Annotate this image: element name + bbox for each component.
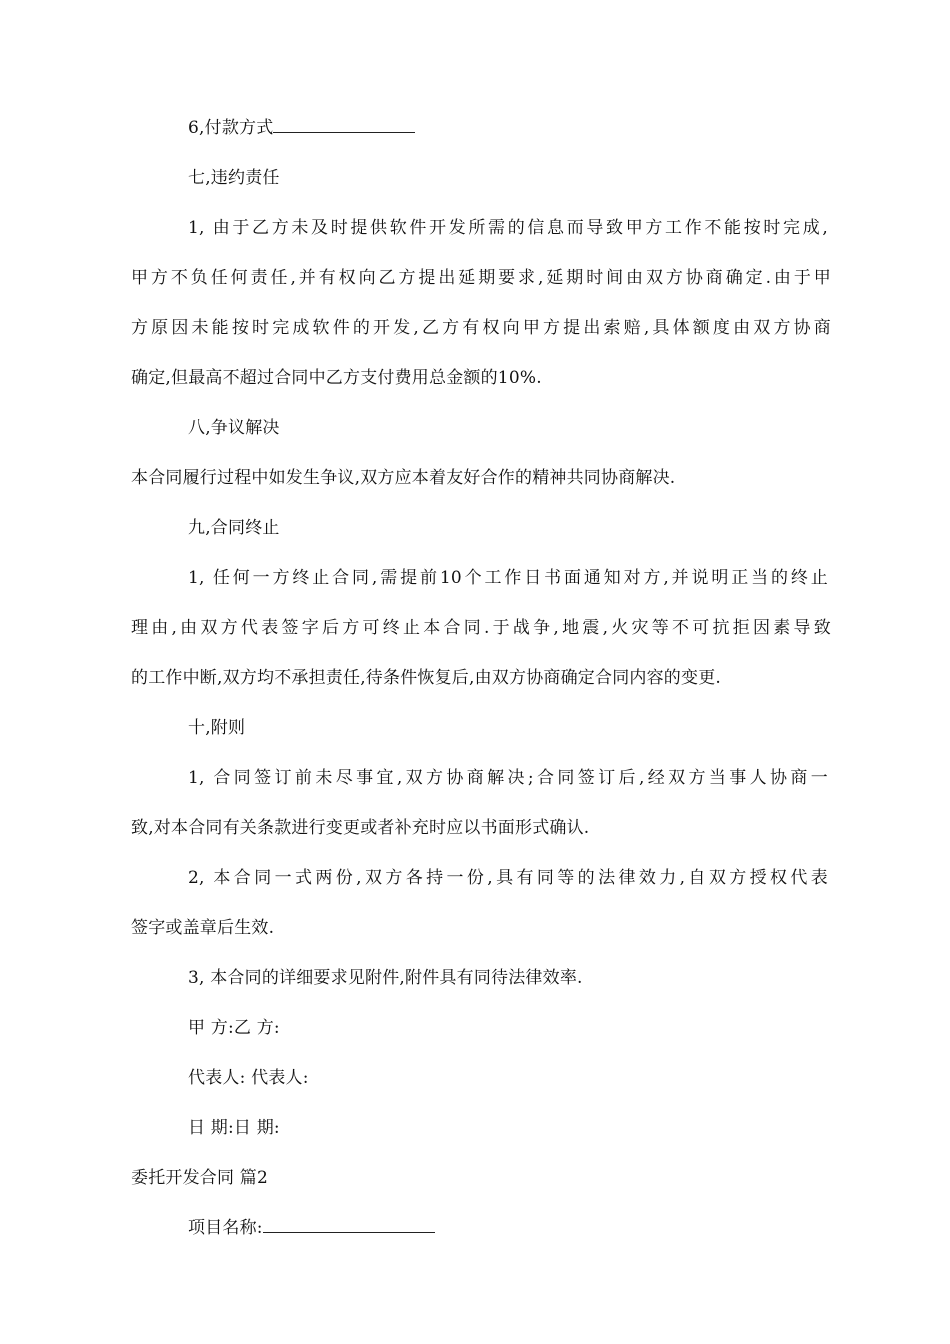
- paragraph-line: 致,对本合同有关条款进行变更或者补充时应以书面形式确认.: [131, 818, 590, 838]
- signature-representative-line: 代表人: 代表人:: [188, 1068, 309, 1088]
- payment-method-blank: [273, 118, 415, 133]
- contract-title-part2: 委托开发合同 篇2: [131, 1168, 269, 1188]
- project-name-label: 项目名称:: [188, 1218, 263, 1238]
- section-heading-termination: 九,合同终止: [188, 518, 280, 538]
- payment-method-label: 6,付款方式: [188, 118, 274, 138]
- paragraph-line: 签字或盖章后生效.: [131, 918, 275, 938]
- signature-party-line: 甲 方:乙 方:: [188, 1018, 280, 1038]
- section-heading-liability: 七,违约责任: [188, 168, 280, 188]
- project-name-line: [188, 1218, 828, 1238]
- paragraph-line: 本合同履行过程中如发生争议,双方应本着友好合作的精神共同协商解决.: [131, 468, 676, 488]
- project-name-blank: [263, 1218, 435, 1233]
- paragraph-line: 1, 由于乙方未及时提供软件开发所需的信息而导致甲方工作不能按时完成,: [188, 218, 828, 238]
- section-heading-dispute: 八,争议解决: [188, 418, 280, 438]
- paragraph-line: 的工作中断,双方均不承担责任,待条件恢复后,由双方协商确定合同内容的变更.: [131, 668, 722, 688]
- signature-date-line: 日 期:日 期:: [188, 1118, 280, 1138]
- paragraph-line: 1, 任何一方终止合同,需提前10个工作日书面通知对方,并说明正当的终止: [188, 568, 828, 588]
- paragraph-line: 理由,由双方代表签字后方可终止本合同.于战争,地震,火灾等不可抗拒因素导致: [131, 618, 831, 638]
- section-heading-supplementary: 十,附则: [188, 718, 246, 738]
- paragraph-line: 确定,但最高不超过合同中乙方支付费用总金额的10%.: [131, 368, 542, 388]
- paragraph-line: 方原因未能按时完成软件的开发,乙方有权向甲方提出索赔,具体额度由双方协商: [131, 318, 831, 338]
- payment-method-line: [188, 118, 828, 138]
- paragraph-line: 3, 本合同的详细要求见附件,附件具有同待法律效率.: [188, 968, 583, 988]
- paragraph-line: 甲方不负任何责任,并有权向乙方提出延期要求,延期时间由双方协商确定.由于甲: [131, 268, 831, 288]
- paragraph-line: 2, 本合同一式两份,双方各持一份,具有同等的法律效力,自双方授权代表: [188, 868, 828, 888]
- paragraph-line: 1, 合同签订前未尽事宜,双方协商解决;合同签订后,经双方当事人协商一: [188, 768, 828, 788]
